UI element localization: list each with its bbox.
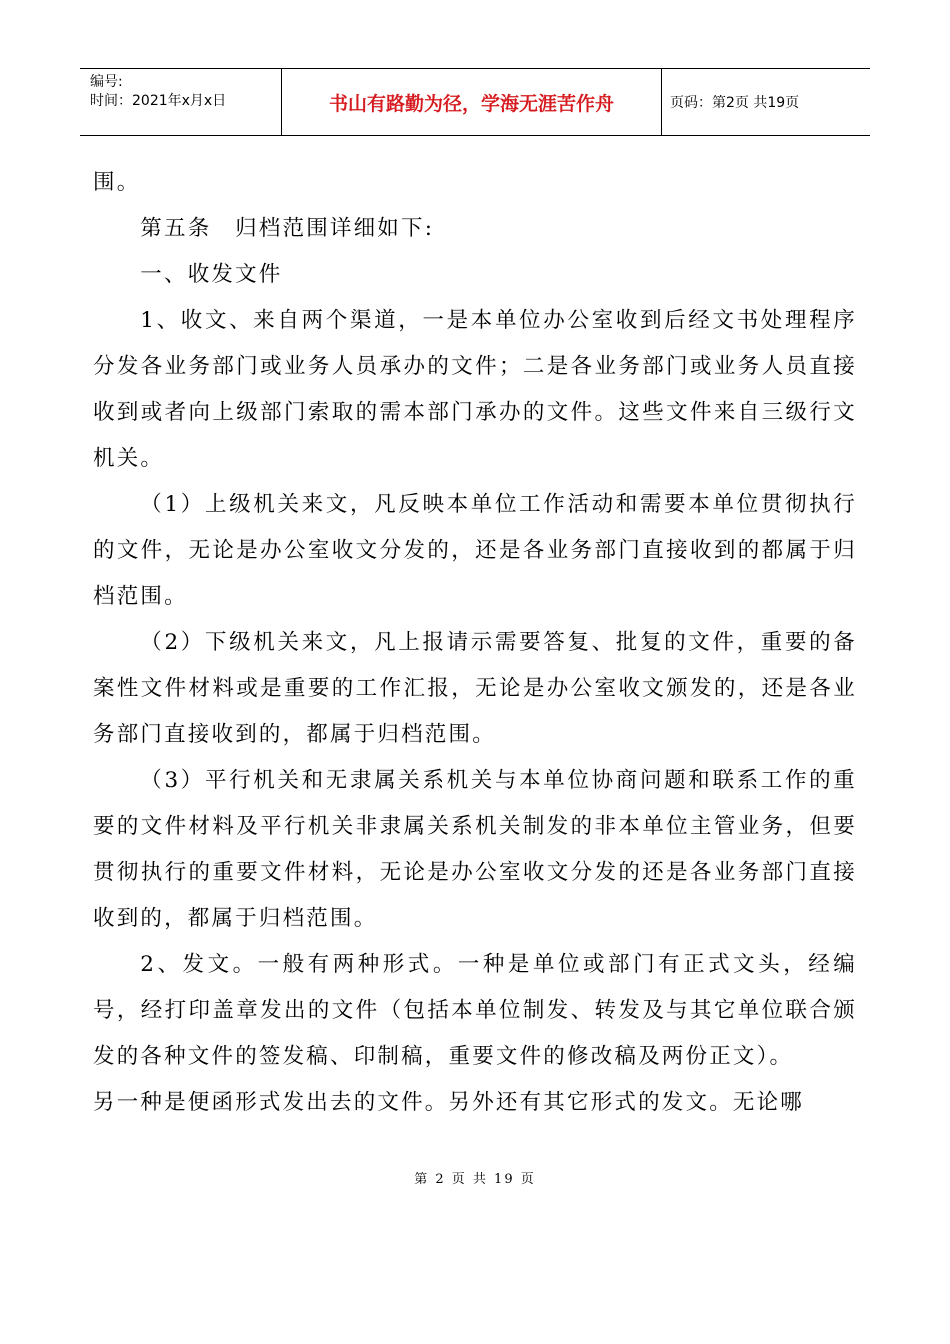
paragraph: 另一种是便函形式发出去的文件。另外还有其它形式的发文。无论哪 (93, 1090, 805, 1115)
header-page-info: 页码：第2页 共19页 (670, 95, 800, 111)
section-heading: 一、收发文件 (140, 262, 283, 287)
article-heading: 第五条 归档范围详细如下: (140, 216, 435, 241)
paragraph: （2）下级机关来文，凡上报请示需要答复、批复的文件，重要的备案性文件材料或是重要的工作汇报，无论是办公室收文颁发的，还是各业务部门直接收到的，都属于归档范围。 (93, 630, 857, 747)
document-body (93, 160, 857, 1126)
document-time-label: 时间：2021年x月x日 (90, 93, 227, 109)
document-number-label: 编号: (90, 74, 123, 90)
page-header (80, 68, 870, 136)
page-footer: 第 2 页 共 19 页 (414, 1172, 536, 1187)
paragraph-continuation: 围。 (93, 170, 141, 195)
paragraph: 1、收文、来自两个渠道，一是本单位办公室收到后经文书处理程序分发各业务部门或业务人员承办的文件；二是各业务部门或业务人员直接收到或者向上级部门索取的需本部门承办的文件。这些文件来自三级行文机关。 (93, 308, 857, 471)
paragraph: （1）上级机关来文，凡反映本单位工作活动和需要本单位贯彻执行的文件，无论是办公室收文分发的，还是各业务部门直接收到的都属于归档范围。 (93, 492, 857, 609)
paragraph: 2、发文。一般有两种形式。一种是单位或部门有正式文头，经编号，经打印盖章发出的文件（包括本单位制发、转发及与其它单位联合颁发的各种文件的签发稿、印制稿，重要文件的修改稿及两份正文）。 (93, 952, 857, 1069)
header-meta (80, 69, 282, 135)
paragraph: （3）平行机关和无隶属关系机关与本单位协商问题和联系工作的重要的文件材料及平行机关非隶属关系机关制发的非本单位主管业务，但要贯彻执行的重要文件材料，无论是办公室收文分发的还是各业务部门直接收到的，都属于归档范围。 (93, 768, 857, 931)
header-motto: 书山有路勤为径，学海无涯苦作舟 (282, 69, 662, 135)
